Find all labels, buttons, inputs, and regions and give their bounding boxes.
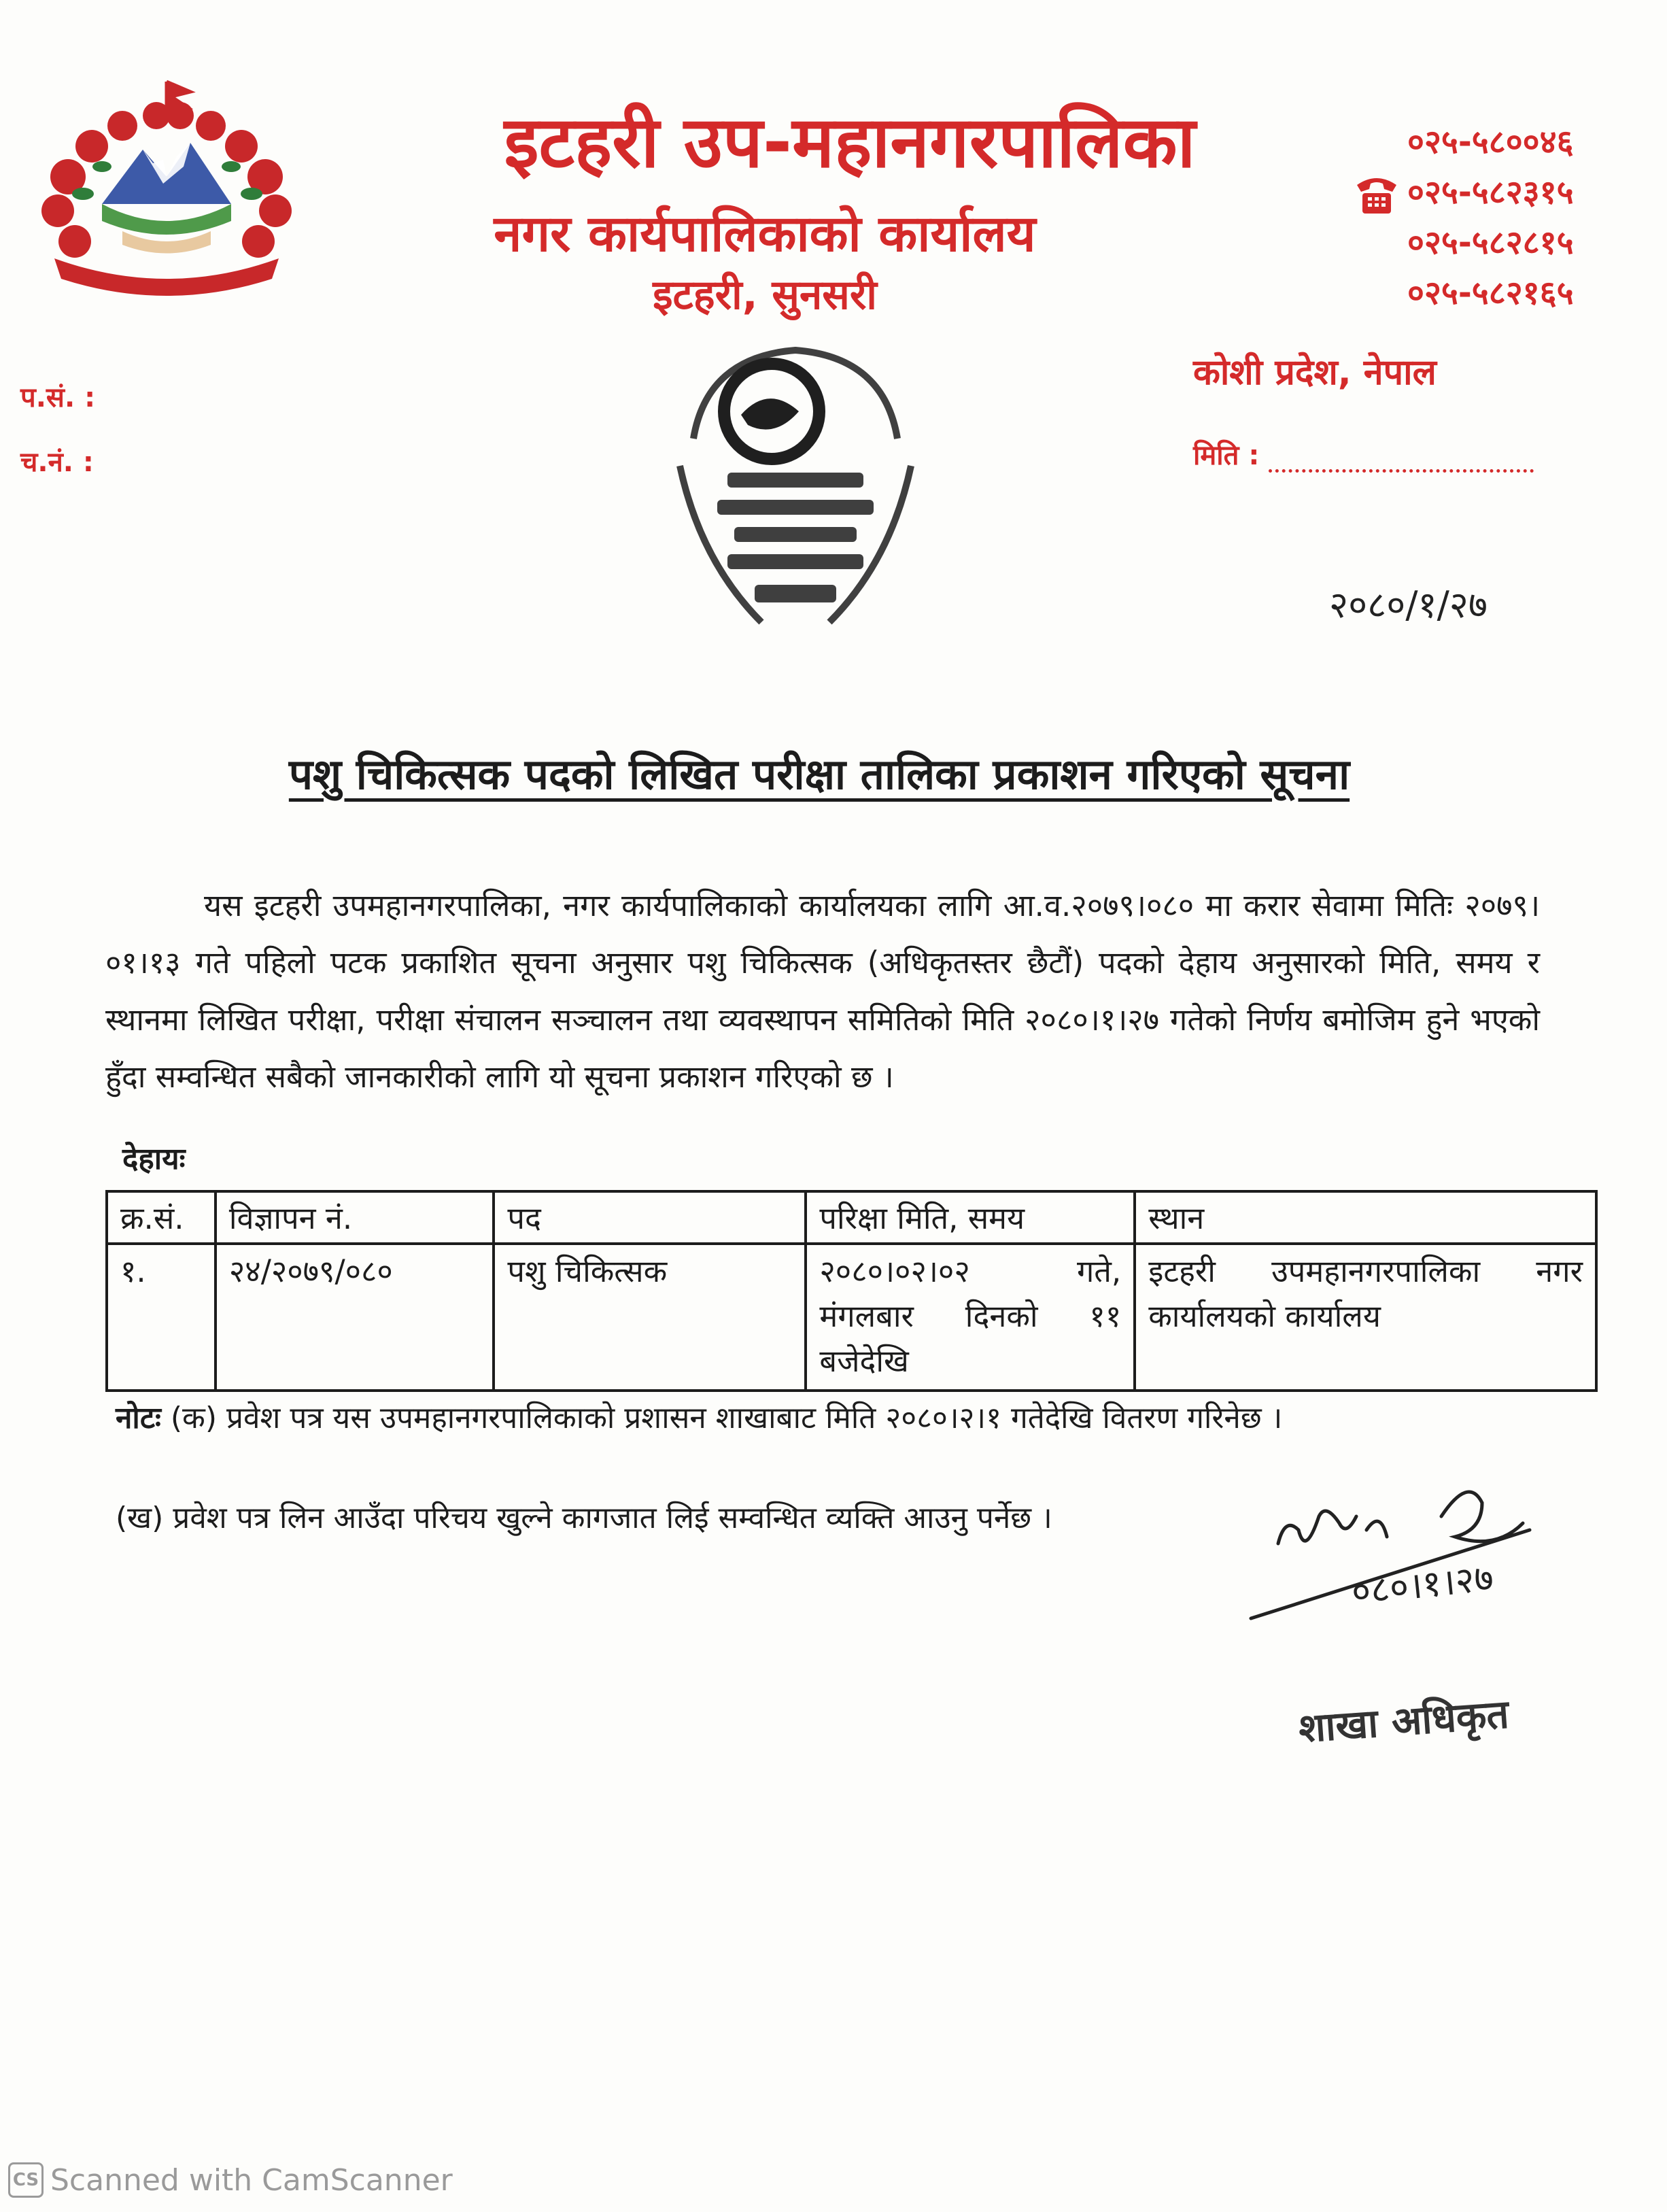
column-header: विज्ञापन नं. — [216, 1191, 494, 1244]
note-1 — [116, 1391, 1536, 1446]
signature-date: ०८०।१।२७ — [1349, 1556, 1496, 1614]
column-header: क्र.सं. — [107, 1191, 216, 1244]
advertisement-number-cell: २४/२०७९/०८० — [216, 1244, 494, 1391]
column-header: स्थान — [1135, 1191, 1596, 1244]
notice-heading — [218, 745, 1421, 802]
position-cell: पशु चिकित्सक — [494, 1244, 806, 1391]
table-row — [107, 1244, 1596, 1391]
note-1-text: (क) प्रवेश पत्र यस उपमहानगरपालिकाको प्रशासन शाखाबाट मिति २०८०।२।१ गतेदेखि वितरण गरिनेछ । — [170, 1401, 1283, 1435]
date-field — [1193, 435, 1534, 473]
serial-number-cell: १. — [107, 1244, 216, 1391]
signature — [1237, 1476, 1618, 1700]
ref-number-label: प.सं. : — [20, 382, 96, 413]
camscanner-watermark — [8, 2162, 453, 2198]
exam-schedule-table — [105, 1190, 1598, 1392]
camscanner-logo: CS — [8, 2162, 44, 2198]
camscanner-text: Scanned with CamScanner — [50, 2162, 453, 2198]
notice-body: यस इटहरी उपमहानगरपालिका, नगर कार्यपालिकाको कार्यालयका लागि आ.व.२०७९।०८० मा करार सेवामा मितिः २०७९।०१।१३ गते पहिलो पटक प्रकाशित सूचना अनुसार पशु चिकित्सक (अधिकृतस्तर छैटौं) पदको देहाय अनुसारको मिति, समय र स्थानमा लिखित परीक्षा, परीक्षा संचालन सञ्चालन तथा व्यवस्थापन समितिको मिति २०८०।१।२७ गतेको निर्णय बमोजिम हुने भएको हुँदा सम्वन्धित सबैको जानकारीको लागि यो सूचना प्रकाशन गरिएको छ । — [105, 887, 1540, 1095]
dispatch-number-label: च.नं. : — [20, 447, 94, 478]
phone-number: ०२५-५८२३१५ — [1407, 173, 1574, 211]
org-subtitle: नगर कार्यपालिकाको कार्यालय — [494, 205, 1036, 263]
org-location: इटहरी, सुनसरी — [653, 271, 877, 319]
column-header: परिक्षा मिति, समय — [806, 1191, 1135, 1244]
org-title: इटहरी उप-महानगरपालिका — [504, 101, 1196, 184]
table-header-row — [107, 1191, 1596, 1244]
column-header: पद — [494, 1191, 806, 1244]
exam-date-time-cell: २०८०।०२।०२ गते, मंगलबार दिनको ११ बजेदेखि — [806, 1244, 1135, 1391]
phone-numbers — [1407, 117, 1652, 318]
notice-heading-text: पशु चिकित्सक पदको लिखित परीक्षा तालिका प्रकाशन गरिएको सूचना — [288, 749, 1350, 799]
handwritten-date: २०८०/१/२७ — [1329, 583, 1488, 626]
phone-number: ०२५-५८२१६५ — [1407, 274, 1574, 312]
date-label: मिति : — [1193, 440, 1260, 471]
date-blank-line — [1269, 442, 1534, 473]
schedule-label: देहायः — [122, 1142, 186, 1176]
note-2: (ख) प्रवेश पत्र लिन आउँदा परिचय खुल्ने कागजात लिई सम्वन्धित व्यक्ति आउनु पर्नेछ । — [116, 1501, 1052, 1535]
nepal-emblem-logo — [27, 75, 306, 299]
phone-number: ०२५-५८२८१५ — [1407, 224, 1574, 262]
telephone-icon — [1353, 170, 1400, 218]
note-label: नोटः — [116, 1401, 161, 1435]
phone-number: ०२५-५८००४६ — [1407, 123, 1574, 161]
signatory-title: शाखा अधिकृत — [1296, 1690, 1511, 1752]
venue-cell: इटहरी उपमहानगरपालिका नगर कार्यालयको कार्यालय — [1135, 1244, 1596, 1391]
province-text: कोशी प्रदेश, नेपाल — [1193, 352, 1437, 393]
office-seal-stamp — [653, 337, 938, 636]
